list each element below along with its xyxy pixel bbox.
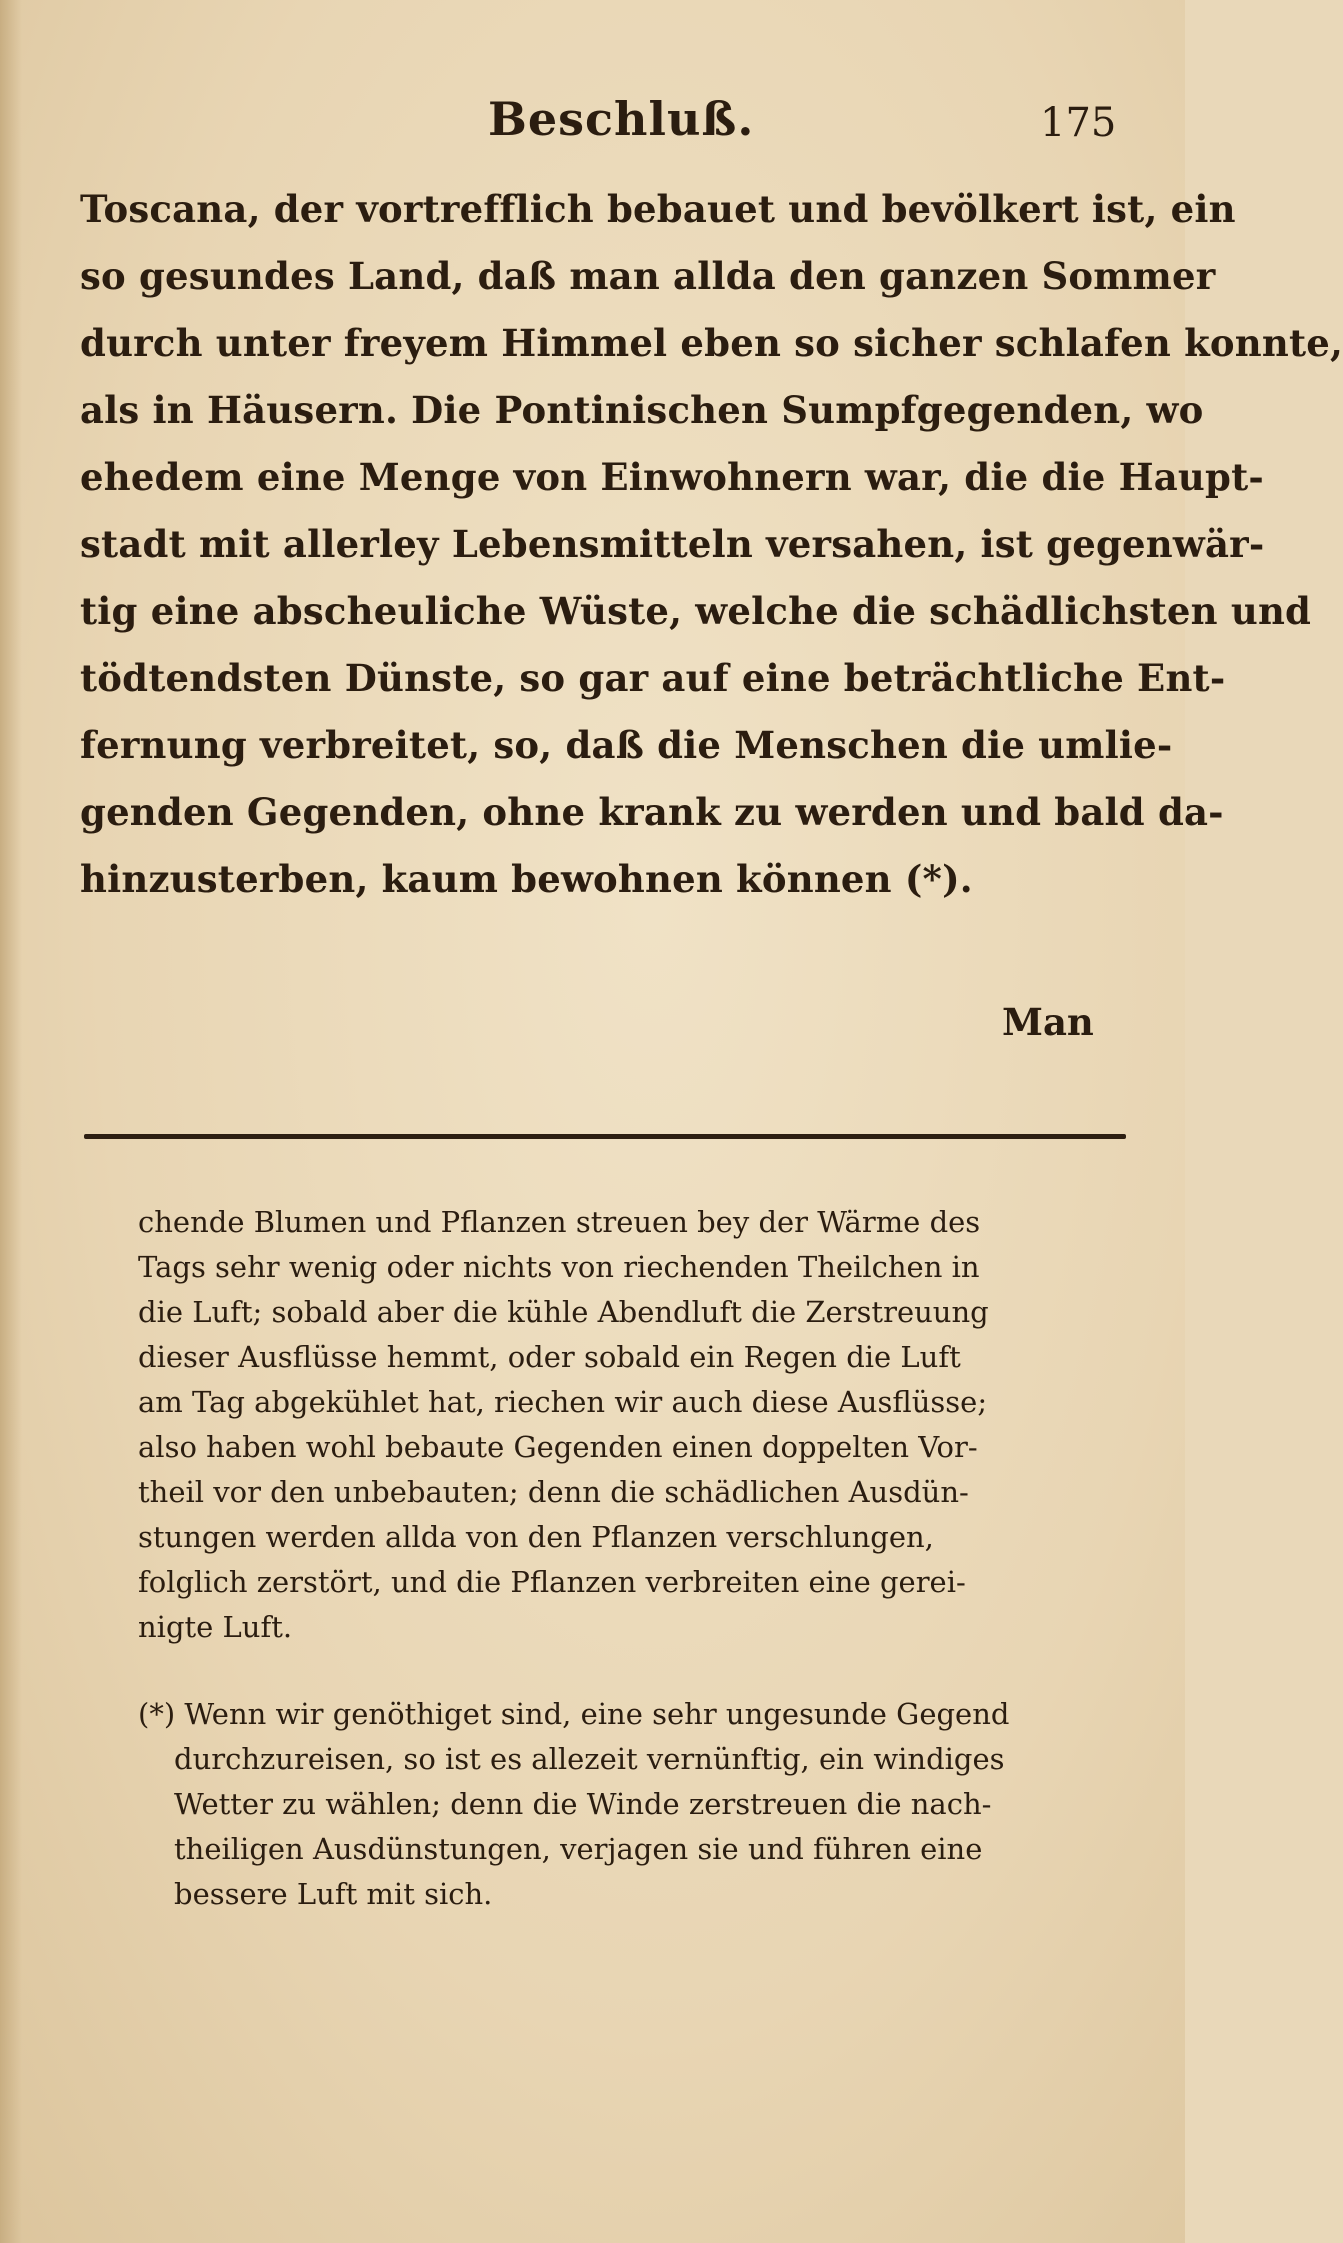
footnote-note-line: bessere Luft mit sich.: [174, 1877, 493, 1911]
main-text-line: stadt mit allerley Lebensmitteln versahen, ist gegenwär-: [80, 522, 1265, 566]
main-text-line: Toscana, der vortrefflich bebauet und bevölkert ist, ein: [80, 187, 1236, 231]
footnote-line: chende Blumen und Pflanzen streuen bey der Wärme des: [138, 1205, 981, 1239]
main-text-line: tig eine abscheuliche Wüste, welche die schädlichsten und: [80, 589, 1312, 633]
footnote-line: dieser Ausflüsse hemmt, oder sobald ein Regen die Luft: [138, 1340, 961, 1374]
footnote-line: folglich zerstört, und die Pflanzen verbreiten eine gerei-: [138, 1565, 966, 1599]
footnotes: [138, 1200, 1138, 1917]
footnote-rule: [84, 1134, 1126, 1139]
catchword: Man: [1002, 1000, 1094, 1044]
main-text-line: durch unter freyem Himmel eben so sicher schlafen konnte,: [80, 321, 1343, 365]
main-text-line: hinzusterben, kaum bewohnen können (*).: [80, 857, 973, 901]
footnote-line: theil vor den unbebauten; denn die schädlichen Ausdün-: [138, 1475, 969, 1509]
footnote-line: die Luft; sobald aber die kühle Abendluft die Zerstreuung: [138, 1295, 989, 1329]
main-text: [80, 176, 1343, 913]
footnote-note-line: theiligen Ausdünstungen, verjagen sie und führen eine: [174, 1832, 983, 1866]
page-number: 175: [1040, 100, 1117, 146]
running-title: Beschluß.: [488, 92, 755, 146]
footnote-gap: [138, 1650, 1138, 1692]
footnote-note-line: Wetter zu wählen; denn die Winde zerstreuen die nach-: [174, 1787, 992, 1821]
footnote-line: stungen werden allda von den Pflanzen verschlungen,: [138, 1520, 934, 1554]
running-head: [0, 92, 1185, 152]
main-text-line: genden Gegenden, ohne krank zu werden und bald da-: [80, 790, 1224, 834]
footnote-line: nigte Luft.: [138, 1610, 293, 1644]
main-text-line: als in Häusern. Die Pontinischen Sumpfgegenden, wo: [80, 388, 1204, 432]
footnote-line: Tags sehr wenig oder nichts von riechenden Theilchen in: [138, 1250, 980, 1284]
main-text-line: tödtendsten Dünste, so gar auf eine beträchtliche Ent-: [80, 656, 1226, 700]
footnote-note-line: (*) Wenn wir genöthiget sind, eine sehr ungesunde Gegend: [138, 1697, 1010, 1731]
footnote-line: also haben wohl bebaute Gegenden einen doppelten Vor-: [138, 1430, 978, 1464]
main-text-line: so gesundes Land, daß man allda den ganzen Sommer: [80, 254, 1216, 298]
footnote-note-line: durchzureisen, so ist es allezeit vernünftig, ein windiges: [174, 1742, 1005, 1776]
footnote-line: am Tag abgekühlet hat, riechen wir auch diese Ausflüsse;: [138, 1385, 988, 1419]
main-text-line: ehedem eine Menge von Einwohnern war, die die Haupt-: [80, 455, 1264, 499]
main-text-line: fernung verbreitet, so, daß die Menschen die umlie-: [80, 723, 1173, 767]
spine-shadow: [0, 0, 22, 2243]
